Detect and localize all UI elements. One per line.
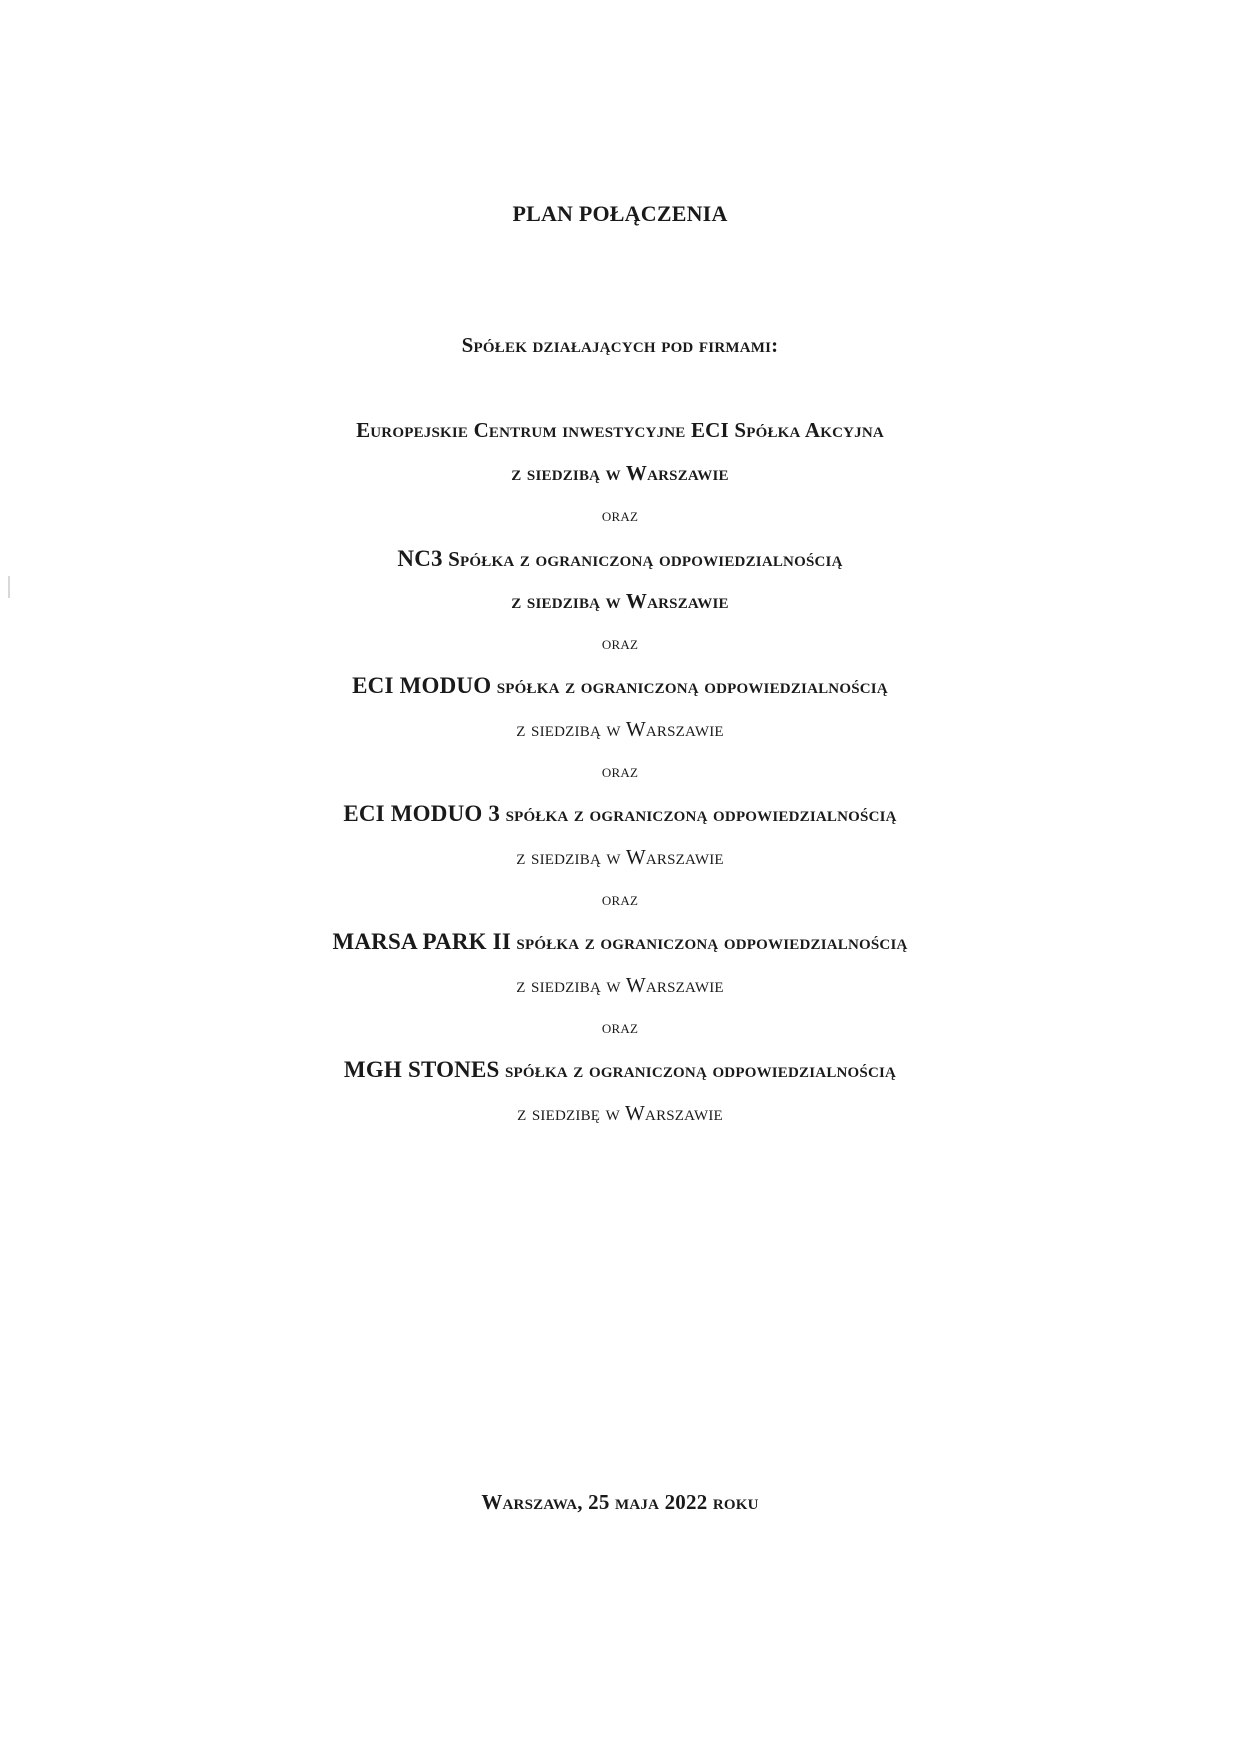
- company-5-seat: z siedzibą w Warszawie: [516, 973, 724, 997]
- company-6-seat: z siedzibę w Warszawie: [517, 1101, 723, 1125]
- company-4-seat: z siedzibą w Warszawie: [516, 845, 724, 869]
- company-5-name-rest: spółka z ograniczoną odpowiedzialnością: [510, 930, 908, 954]
- connector-3: oraz: [601, 761, 639, 782]
- company-4-name-prefix: ECI MODUO 3: [343, 801, 501, 826]
- company-6-name: [0, 1057, 1240, 1083]
- company-5-name-prefix: MARSA PARK II: [332, 929, 511, 954]
- company-1-name-text: Europejskie Centrum inwestycyjne ECI Spółka Akcyjna: [356, 418, 884, 442]
- connector-1: oraz: [601, 505, 639, 526]
- date-line: Warszawa, 25 maja 2022 roku: [481, 1490, 759, 1514]
- intro-heading: Spółek działających pod firmami:: [461, 333, 779, 357]
- company-4-name-rest: spółka z ograniczoną odpowiedzialnością: [500, 802, 897, 826]
- company-1-seat: z siedzibą w Warszawie: [511, 461, 729, 485]
- company-2-seat: z siedzibą w Warszawie: [511, 589, 729, 613]
- company-6-name-rest: spółka z ograniczoną odpowiedzialnością: [499, 1058, 897, 1082]
- document-title: PLAN POŁĄCZENIA: [512, 201, 728, 226]
- connector-2: oraz: [601, 633, 639, 654]
- company-2-name: [0, 546, 1240, 572]
- company-2-name-prefix: NC3: [397, 546, 443, 571]
- company-3-name-prefix: ECI MODUO: [352, 673, 492, 698]
- company-3-name: [0, 673, 1240, 699]
- scan-margin-mark: [8, 576, 10, 598]
- company-2-name-rest: Spółka z ograniczoną odpowiedzialnością: [442, 547, 843, 571]
- company-6-name-prefix: MGH STONES: [343, 1057, 500, 1082]
- company-3-name-rest: spółka z ograniczoną odpowiedzialnością: [491, 674, 888, 698]
- company-4-name: [0, 801, 1240, 827]
- connector-4: oraz: [601, 889, 639, 910]
- connector-5: oraz: [601, 1017, 639, 1038]
- company-3-seat: z siedzibą w Warszawie: [516, 717, 724, 741]
- company-5-name: [0, 929, 1240, 955]
- company-1-name: [0, 418, 1240, 443]
